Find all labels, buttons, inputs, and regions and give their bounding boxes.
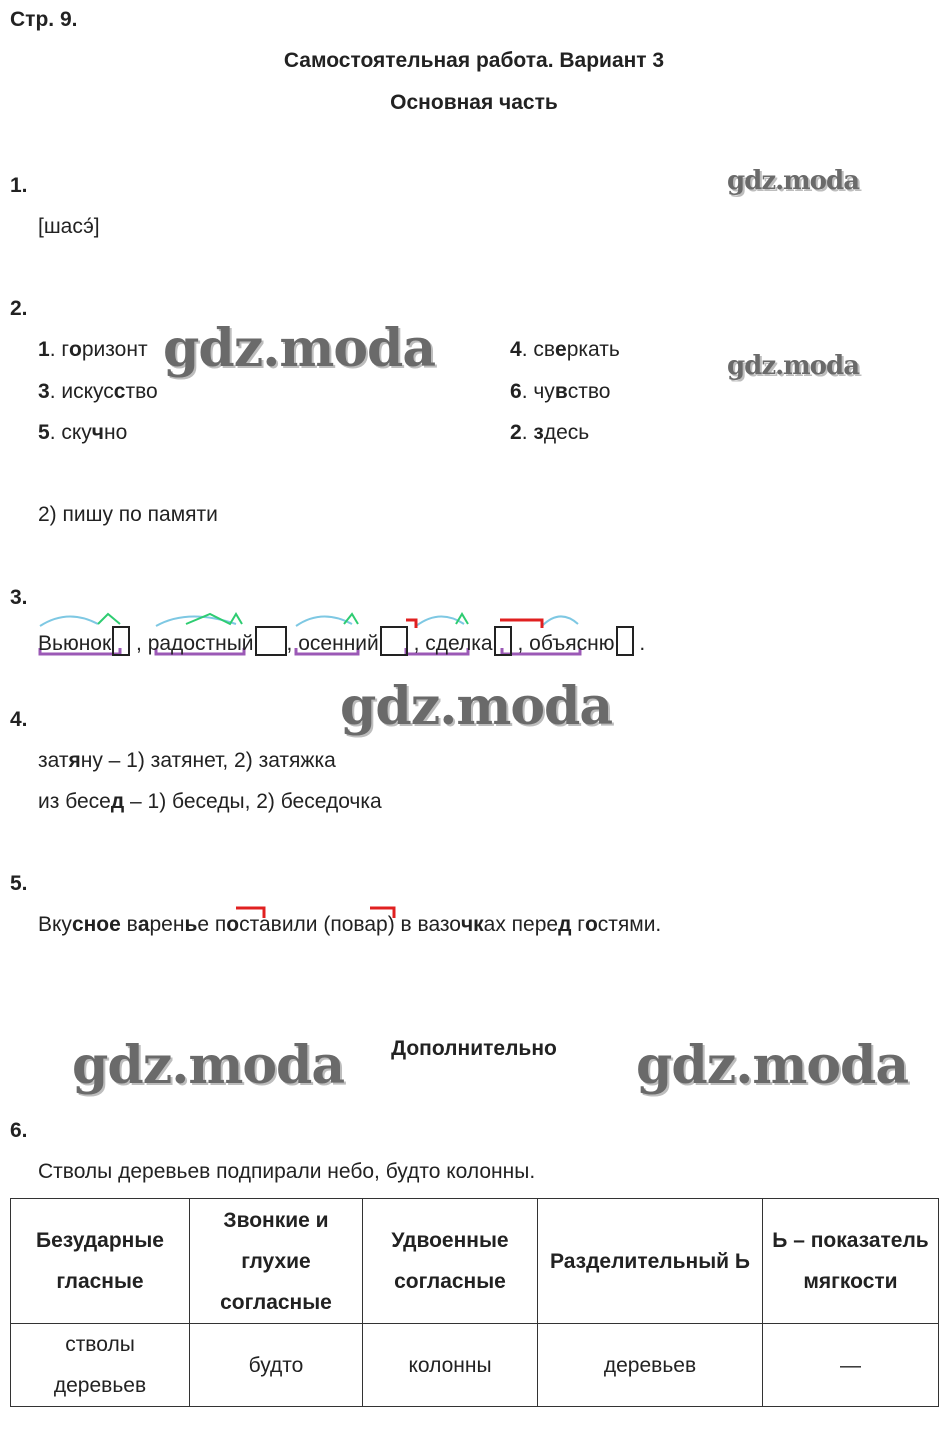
column-header: Безударные гласные bbox=[11, 1199, 190, 1324]
table-row bbox=[11, 1324, 939, 1407]
answer-line: из бесед – 1) беседы, 2) беседочка bbox=[38, 790, 382, 813]
item-number: 5 bbox=[38, 421, 50, 444]
ending-box bbox=[494, 626, 512, 656]
task-number: 5. bbox=[10, 872, 28, 895]
spelling-table bbox=[10, 1198, 939, 1407]
answer-line: затяну – 1) затянет, 2) затяжка bbox=[38, 749, 336, 772]
watermark: gdz.moda bbox=[727, 166, 860, 196]
ending-box bbox=[255, 626, 287, 656]
answer-item: 1. горизонт bbox=[38, 338, 148, 361]
item-number: 6 bbox=[510, 380, 522, 403]
table-cell: стволы деревьев bbox=[11, 1324, 190, 1407]
item-number: 1 bbox=[38, 338, 50, 361]
column-header: Звонкие и глухие согласные bbox=[190, 1199, 363, 1324]
root-arc bbox=[40, 616, 98, 626]
table-cell: деревьев bbox=[538, 1324, 763, 1407]
column-header: Разделительный Ь bbox=[538, 1199, 763, 1324]
transcription: [шасэ́] bbox=[38, 215, 100, 238]
answer-item: 6. чувство bbox=[510, 380, 611, 403]
task-number: 1. bbox=[10, 174, 28, 197]
table-cell: колонны bbox=[363, 1324, 538, 1407]
item-number: 2 bbox=[510, 421, 522, 444]
word: Вьюнок bbox=[38, 632, 112, 655]
task-note: 2) пишу по памяти bbox=[38, 503, 218, 526]
item-number: 3 bbox=[38, 380, 50, 403]
table-cell: будто bbox=[190, 1324, 363, 1407]
watermark: gdz.moda bbox=[340, 676, 613, 737]
table-header-row bbox=[11, 1199, 939, 1324]
root-arc bbox=[296, 616, 352, 626]
watermark: gdz.moda bbox=[727, 351, 860, 381]
sentence: Стволы деревьев подпирали небо, будто колонны. bbox=[38, 1160, 536, 1183]
watermark: gdz.moda bbox=[72, 1035, 345, 1096]
answer-item: 2. здесь bbox=[510, 421, 590, 444]
word: объясню bbox=[529, 632, 615, 655]
page-title: Самостоятельная работа. Вариант 3 bbox=[283, 49, 665, 72]
watermark: gdz.moda bbox=[163, 318, 436, 379]
section-title: Дополнительно bbox=[391, 1037, 557, 1060]
item-number: 4 bbox=[510, 338, 522, 361]
task-number: 3. bbox=[10, 586, 28, 609]
sentence: Вкусное варенье поставили (повар) в вазочках перед гостями. bbox=[38, 913, 662, 936]
ending-box bbox=[616, 626, 634, 656]
answer-item: 4. сверкать bbox=[510, 338, 620, 361]
word: осенний bbox=[298, 632, 379, 655]
root-arc bbox=[542, 616, 578, 626]
answer-item: 5. скучно bbox=[38, 421, 128, 444]
watermark: gdz.moda bbox=[636, 1035, 909, 1096]
page-subtitle: Основная часть bbox=[390, 91, 558, 114]
page-label: Стр. 9. bbox=[10, 8, 78, 31]
word: сделка bbox=[425, 632, 493, 655]
task-number: 2. bbox=[10, 297, 28, 320]
word-analysis-line: Вьюнок , радостный , осенний , сделка , объясню . bbox=[38, 626, 645, 656]
column-header: Удвоенные согласные bbox=[363, 1199, 538, 1324]
column-header: Ь – показатель мягкости bbox=[763, 1199, 939, 1324]
table-cell: — bbox=[763, 1324, 939, 1407]
answer-item: 3. искусство bbox=[38, 380, 158, 403]
task-number: 6. bbox=[10, 1119, 28, 1142]
suffix-mark bbox=[98, 614, 120, 624]
ending-box bbox=[380, 626, 408, 656]
ending-box bbox=[112, 626, 130, 656]
word: радостный bbox=[147, 632, 254, 655]
task-number: 4. bbox=[10, 708, 28, 731]
